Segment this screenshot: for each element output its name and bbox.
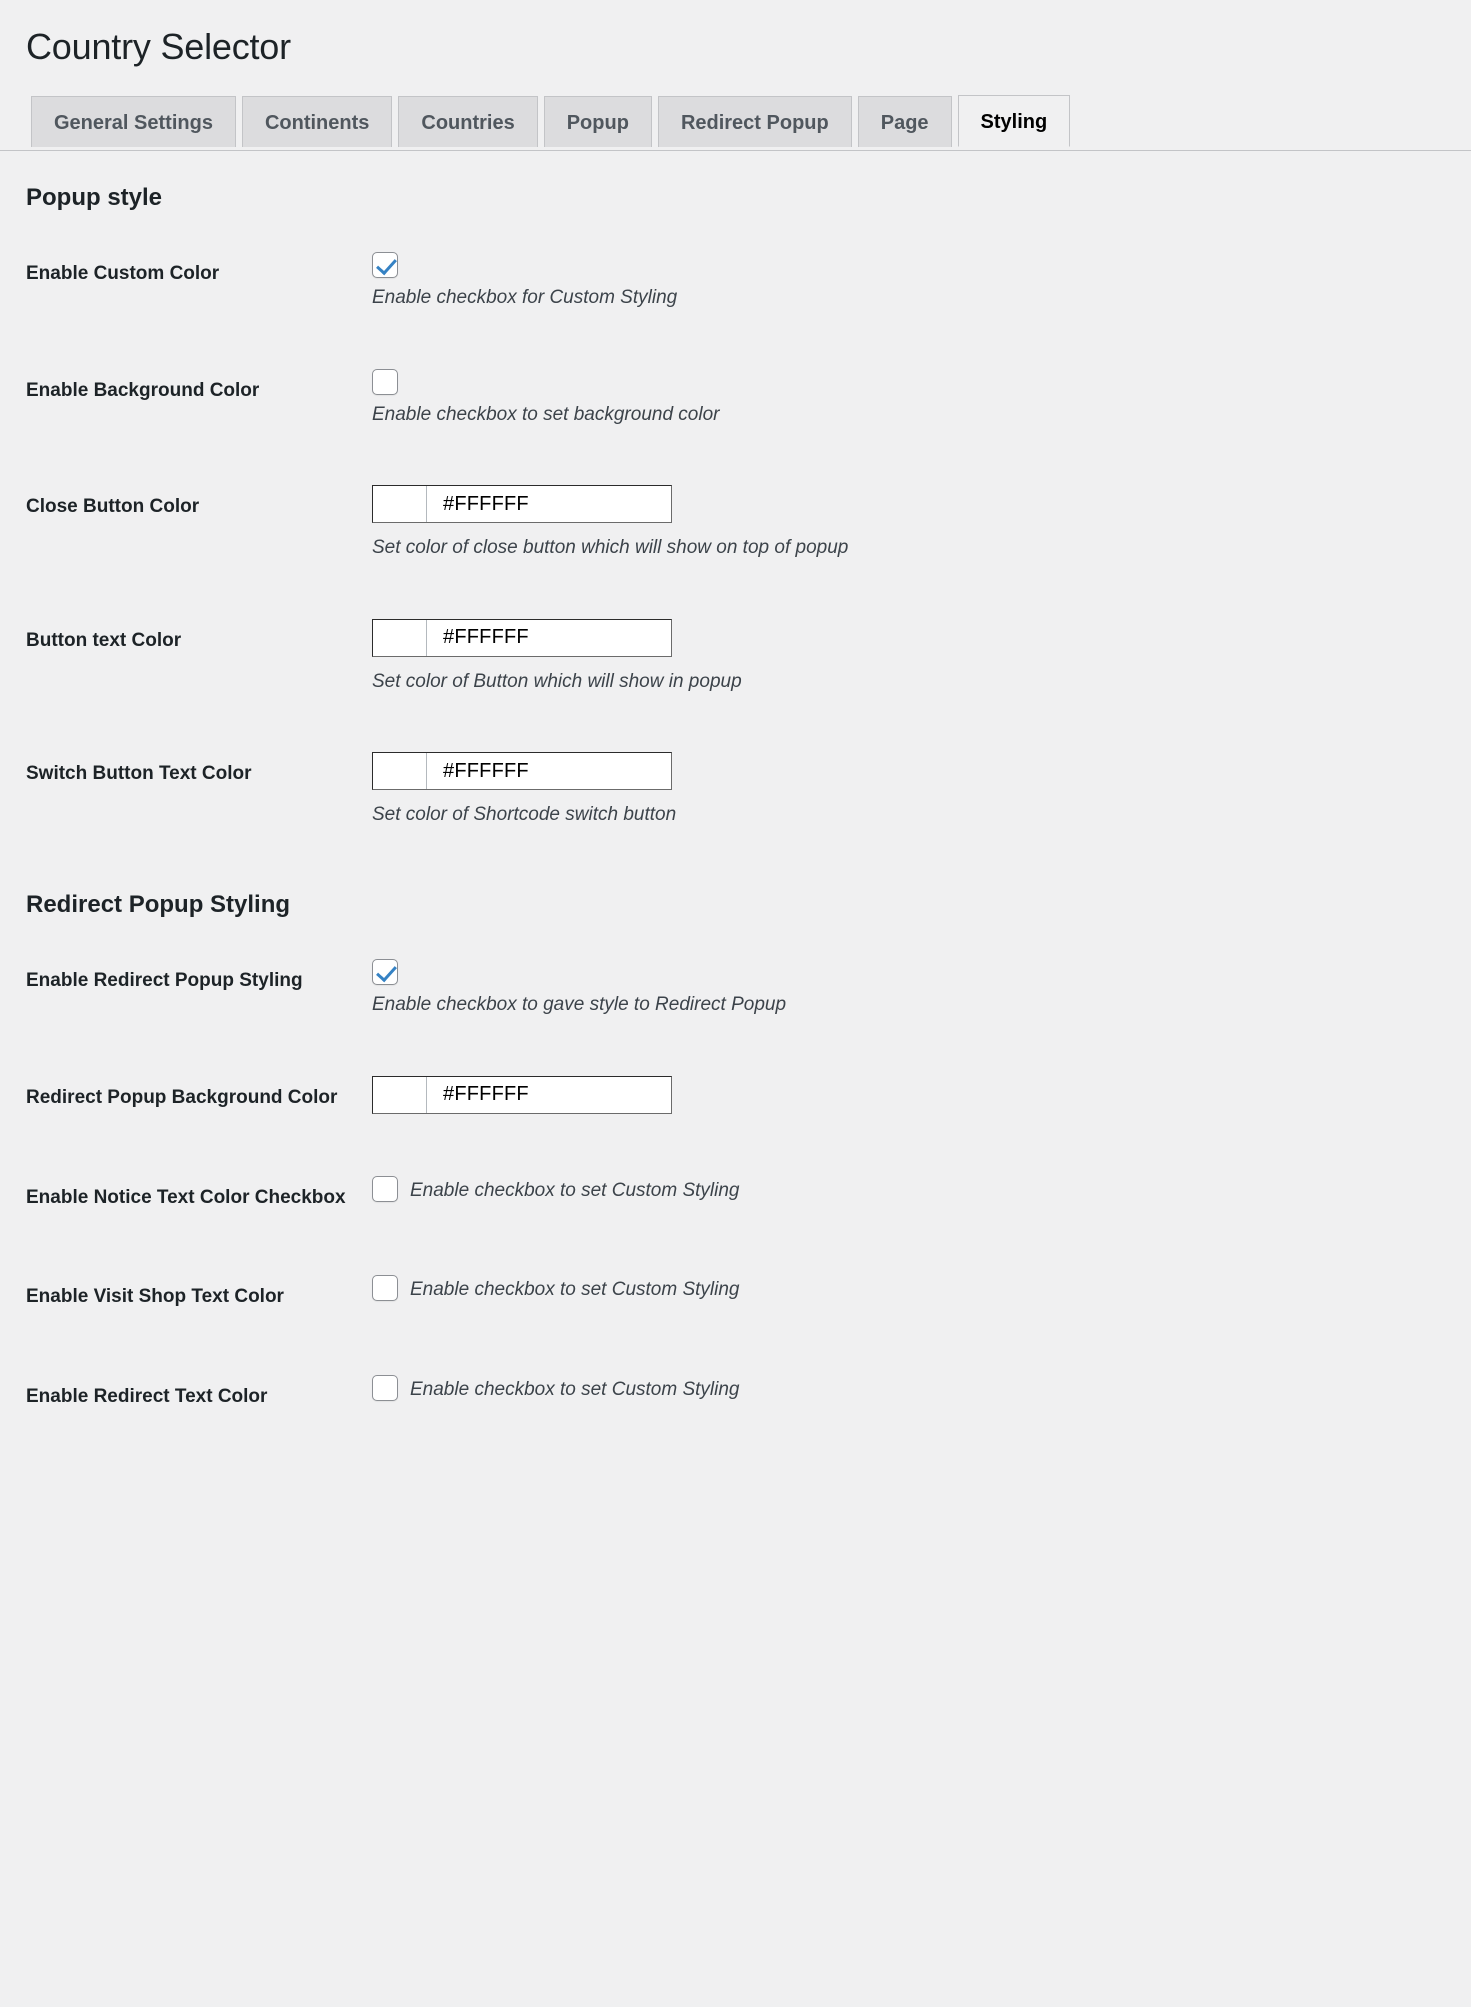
settings-row (26, 591, 1156, 725)
setting-control-cell (372, 224, 1156, 341)
setting-label: Button text Color (26, 629, 182, 651)
setting-control-cell (372, 931, 1156, 1048)
settings-row (26, 1148, 1156, 1248)
checkbox-unchecked[interactable] (372, 369, 398, 395)
setting-control-cell (372, 1148, 1156, 1248)
tab-popup[interactable]: Popup (544, 96, 652, 147)
setting-description: Enable checkbox for Custom Styling (372, 287, 678, 309)
setting-label: Switch Button Text Color (26, 763, 252, 785)
setting-control-cell (372, 1247, 1156, 1347)
checkbox-unchecked[interactable] (372, 1275, 398, 1301)
checkbox-control (372, 1375, 1146, 1404)
setting-control-cell (372, 591, 1156, 725)
setting-label: Enable Visit Shop Text Color (26, 1286, 284, 1308)
setting-description: Enable checkbox to set Custom Styling (410, 1378, 740, 1400)
color-swatch-button[interactable] (373, 753, 427, 789)
color-hex-input[interactable]: #FFFFFF (443, 1083, 529, 1106)
setting-control-cell (372, 457, 1156, 591)
color-picker-field[interactable] (372, 619, 672, 657)
checkbox-checked[interactable] (372, 252, 398, 278)
tab-page[interactable]: Page (858, 96, 952, 147)
settings-form (0, 151, 1471, 1446)
setting-control-cell (372, 341, 1156, 458)
setting-label: Enable Redirect Text Color (26, 1385, 268, 1407)
setting-description: Set color of close button which will show on top of popup (372, 537, 849, 559)
setting-description: Enable checkbox to set background color (372, 403, 720, 425)
checkbox-checked[interactable] (372, 959, 398, 985)
color-hex-input[interactable]: #FFFFFF (443, 759, 529, 782)
checkbox-control (372, 1176, 1146, 1205)
settings-row (26, 224, 1156, 341)
tab-styling[interactable]: Styling (958, 95, 1071, 147)
setting-description: Enable checkbox to set Custom Styling (410, 1279, 740, 1301)
page-title: Country Selector (26, 26, 291, 67)
settings-table (26, 224, 1156, 858)
checkbox-unchecked[interactable] (372, 1176, 398, 1202)
color-swatch-button[interactable] (373, 620, 427, 656)
settings-row (26, 1048, 1156, 1148)
tab-countries[interactable]: Countries (398, 96, 537, 147)
settings-row (26, 1347, 1156, 1447)
settings-row (26, 341, 1156, 458)
setting-description: Set color of Shortcode switch button (372, 804, 677, 826)
checkbox-unchecked[interactable] (372, 1375, 398, 1401)
setting-control-cell (372, 1048, 1156, 1148)
setting-label: Redirect Popup Background Color (26, 1086, 338, 1108)
checkbox-control (372, 252, 1146, 313)
settings-row (26, 457, 1156, 591)
color-hex-input[interactable]: #FFFFFF (443, 492, 529, 515)
setting-description: Set color of Button which will show in popup (372, 670, 742, 692)
tab-general-settings[interactable]: General Settings (31, 96, 236, 147)
setting-label: Enable Notice Text Color Checkbox (26, 1186, 346, 1208)
checkbox-control (372, 1275, 1146, 1304)
setting-label: Enable Custom Color (26, 263, 220, 285)
color-picker-field[interactable] (372, 1076, 672, 1114)
setting-label: Close Button Color (26, 496, 200, 518)
color-swatch-button[interactable] (373, 1077, 427, 1113)
color-swatch-button[interactable] (373, 486, 427, 522)
section-heading: Redirect Popup Styling (26, 890, 291, 918)
tab-redirect-popup[interactable]: Redirect Popup (658, 96, 852, 147)
setting-label: Enable Background Color (26, 379, 260, 401)
tab-continents[interactable]: Continents (242, 96, 392, 147)
color-picker-field[interactable] (372, 485, 672, 523)
settings-row (26, 724, 1156, 858)
setting-label: Enable Redirect Popup Styling (26, 970, 303, 992)
checkbox-control (372, 369, 1146, 430)
color-picker-field[interactable] (372, 752, 672, 790)
setting-control-cell (372, 1347, 1156, 1447)
settings-table (26, 931, 1156, 1446)
setting-description: Enable checkbox to set Custom Styling (410, 1179, 740, 1201)
section-heading: Popup style (26, 183, 163, 211)
setting-description: Enable checkbox to gave style to Redirect Popup (372, 994, 787, 1016)
color-hex-input[interactable]: #FFFFFF (443, 626, 529, 649)
settings-row (26, 1247, 1156, 1347)
checkbox-control (372, 959, 1146, 1020)
setting-control-cell (372, 724, 1156, 858)
settings-row (26, 931, 1156, 1048)
tab-bar (0, 95, 1471, 151)
